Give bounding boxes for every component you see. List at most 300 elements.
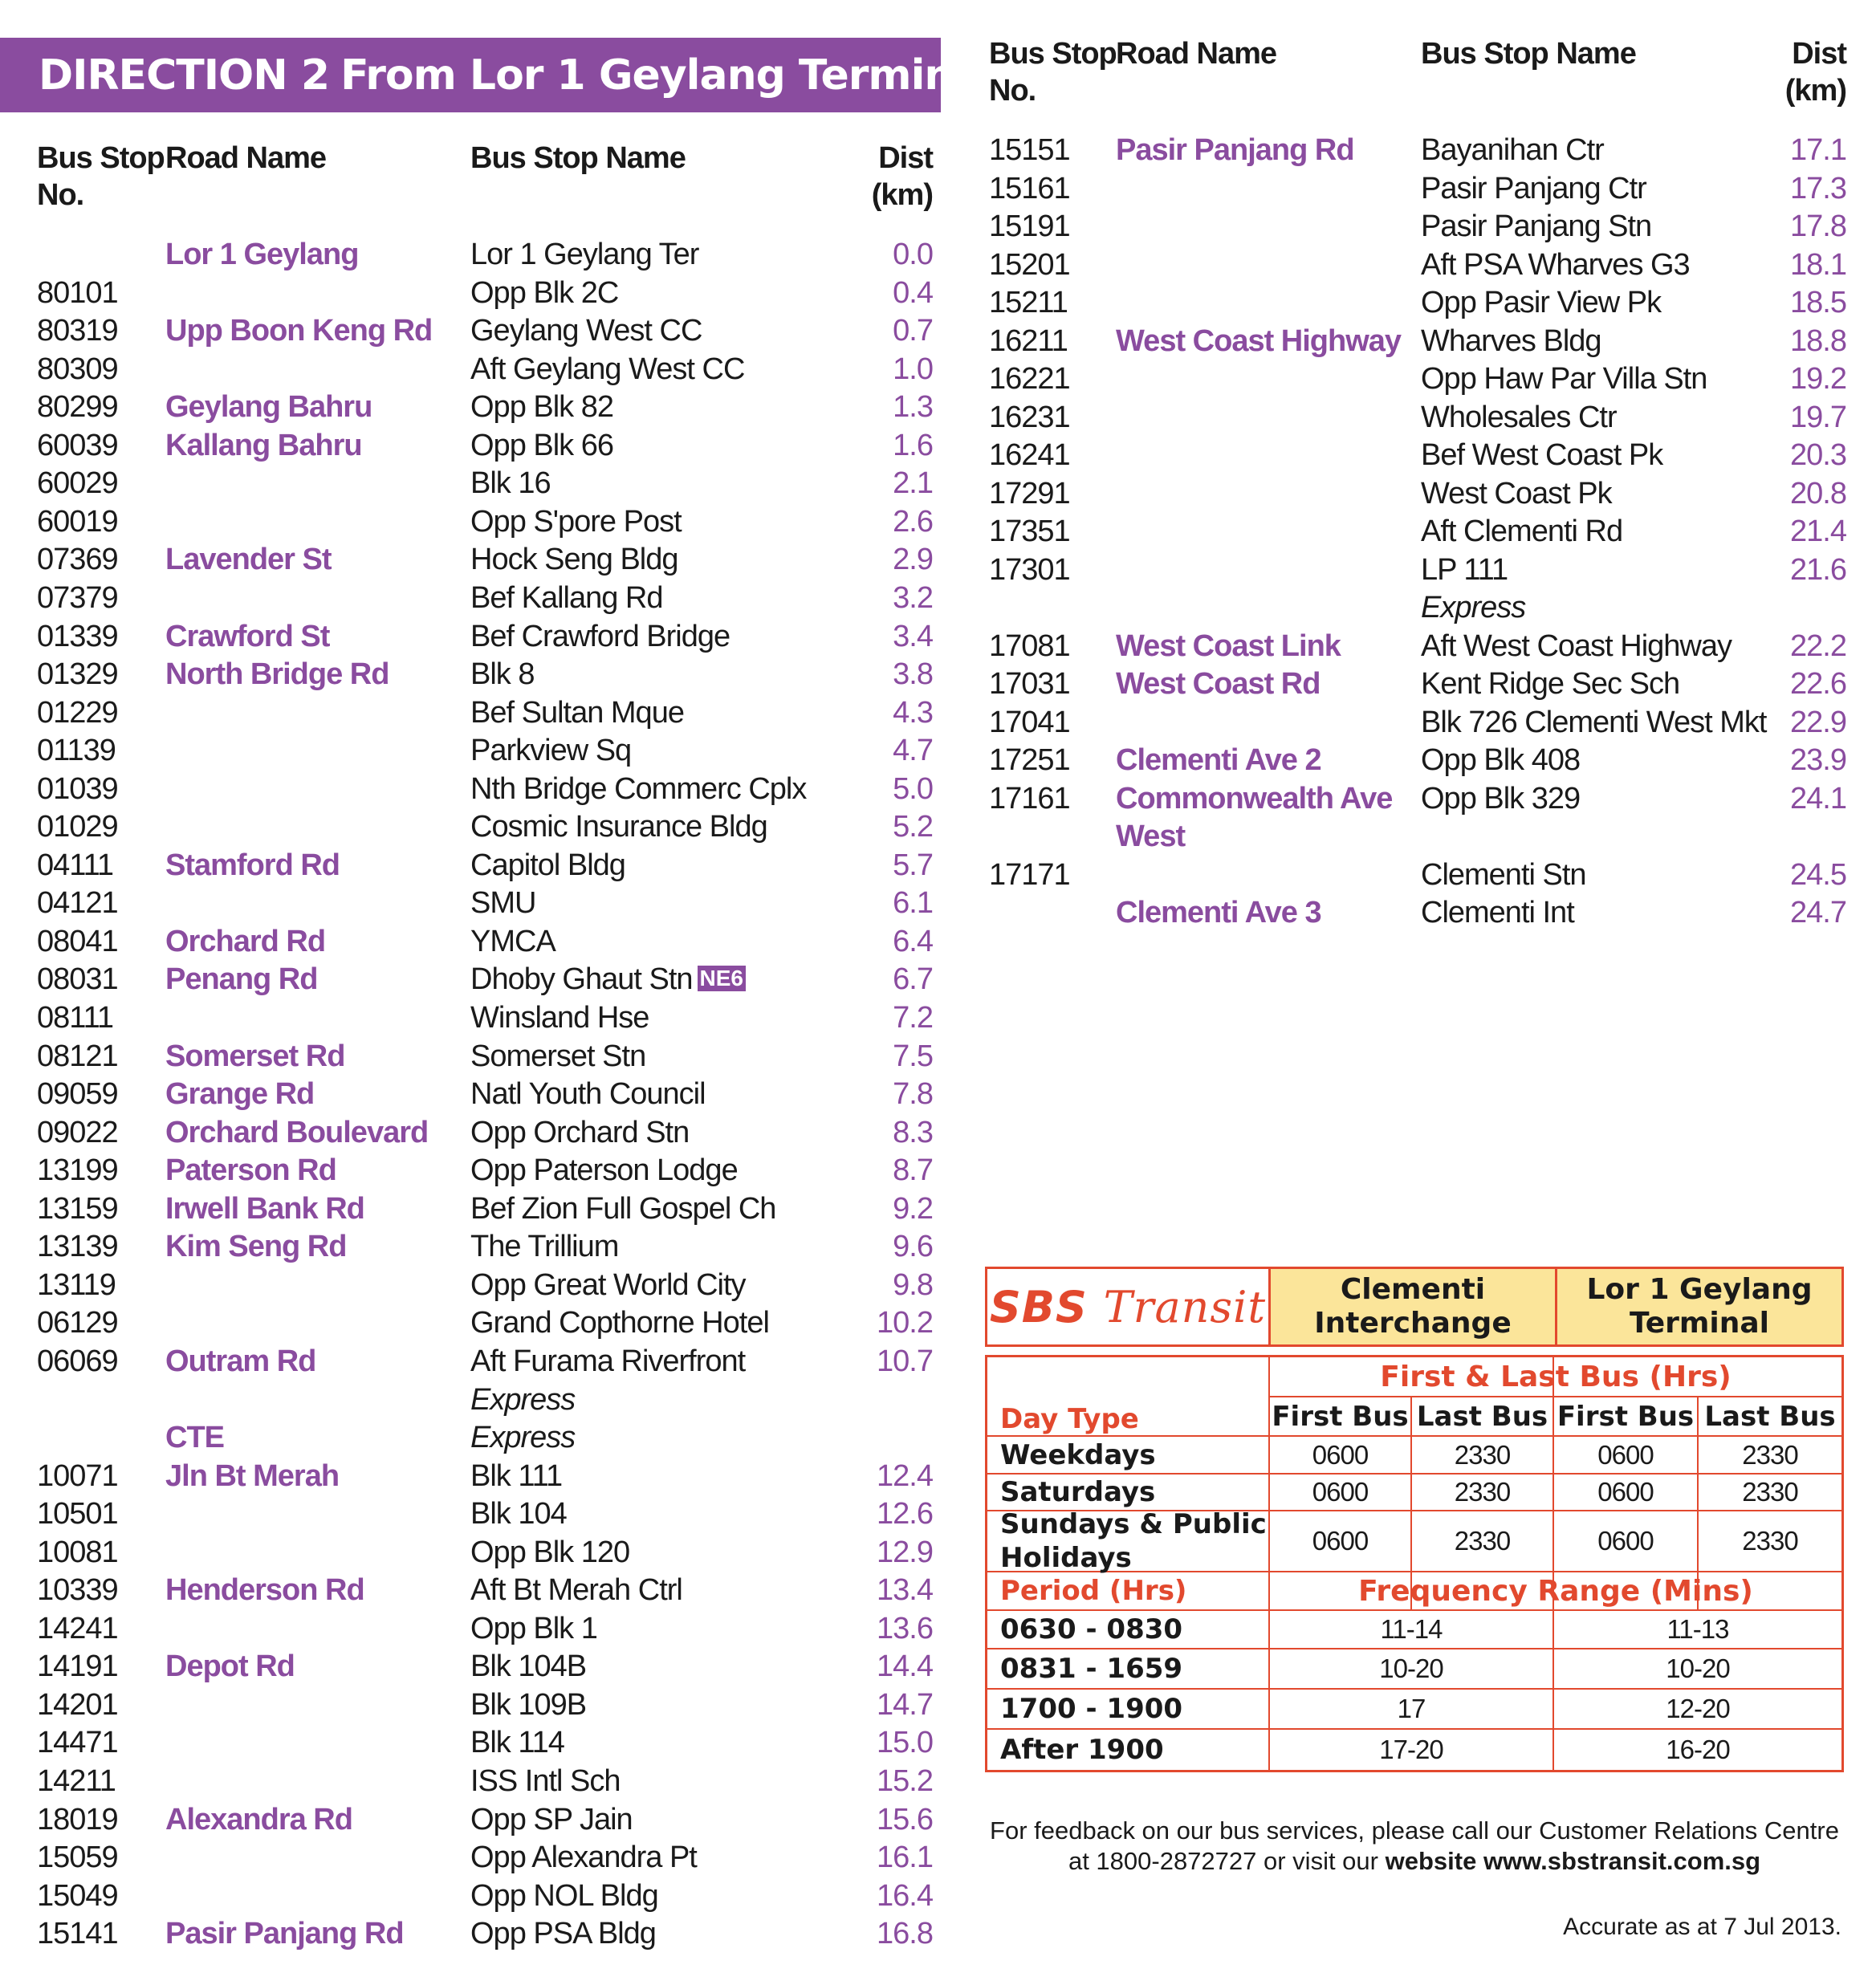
direction-banner	[0, 38, 995, 112]
website-link[interactable]: website www.sbstransit.com.sg	[1385, 1847, 1761, 1875]
route-table-left	[37, 140, 933, 1951]
bus-stop-name: Dhoby Ghaut Stn NE6	[470, 961, 746, 999]
distance-km: 15.0	[877, 1726, 933, 1760]
distance-km: 23.9	[1790, 743, 1846, 777]
table-row	[37, 1686, 933, 1725]
table-row	[989, 551, 1846, 590]
sundays-first-1: 0600	[1312, 1526, 1369, 1556]
bus-stop-number: 60039	[37, 428, 118, 462]
period-3: 1700 - 1900	[1000, 1693, 1183, 1725]
bus-stop-number: 14211	[37, 1764, 116, 1798]
distance-km: 8.3	[893, 1115, 933, 1149]
table-row	[989, 399, 1846, 437]
distance-km: 21.4	[1790, 515, 1846, 548]
bus-stop-number: 01339	[37, 619, 118, 653]
distance-km: 24.7	[1790, 896, 1846, 929]
table-row	[37, 465, 933, 503]
bus-stop-number: 08111	[37, 1001, 114, 1035]
table-row	[37, 541, 933, 580]
terminal-lor1-geylang: Lor 1 Geylang Terminal	[1557, 1267, 1844, 1347]
table-row	[37, 1381, 896, 1420]
bus-stop-name: Somerset Stn	[470, 1039, 646, 1073]
bus-stop-number: 14201	[37, 1687, 118, 1722]
table-row	[989, 780, 1846, 819]
road-name: Lor 1 Geylang	[165, 238, 359, 271]
bus-stop-name: Blk 16	[470, 466, 551, 501]
bus-stop-name: Blk 726 Clementi West Mkt	[1421, 705, 1767, 739]
distance-km: 10.2	[877, 1306, 933, 1340]
table-row	[37, 1076, 933, 1114]
period-4-geylang: 16-20	[1666, 1735, 1730, 1764]
bus-stop-name: Nth Bridge Commerc Cplx	[470, 771, 807, 806]
road-name: CTE	[165, 1421, 224, 1455]
bus-stop-name: Express	[1421, 591, 1526, 624]
period-3-clementi: 17	[1397, 1694, 1426, 1723]
feedback-note: For feedback on our bus services, please call our Customer Relations Centre at 1800-2872727 or visit our website www.sbstransit.com.sg	[990, 1816, 1839, 1875]
distance-km: 12.6	[877, 1497, 933, 1531]
bus-stop-name: Bef Crawford Bridge	[470, 619, 730, 653]
bus-stop-name: Express	[470, 1382, 576, 1417]
bus-stop-name: Wholesales Ctr	[1421, 400, 1617, 434]
bus-stop-name: LP 111	[1421, 552, 1508, 587]
road-name: Henderson Rd	[165, 1573, 364, 1608]
distance-km: 4.7	[893, 734, 933, 768]
bus-stop-name: Opp Blk 120	[470, 1535, 630, 1569]
bus-stop-name: West Coast Pk	[1421, 476, 1612, 510]
table-row	[37, 1038, 933, 1076]
period-1-geylang: 11-13	[1666, 1614, 1729, 1644]
header-distance: Dist (km)	[871, 141, 933, 212]
header-bus-stop-no: Bus Stop No.	[37, 141, 165, 212]
bus-stop-number: 07379	[37, 580, 118, 615]
distance-km: 5.7	[893, 848, 933, 882]
distance-km: 6.1	[893, 886, 933, 921]
bus-stop-number: 10071	[37, 1458, 118, 1493]
bus-stop-name: Opp PSA Bldg	[470, 1917, 656, 1951]
bus-stop-name: SMU	[470, 886, 536, 921]
period-1-clementi: 11-14	[1380, 1614, 1443, 1644]
distance-km: 3.4	[893, 619, 933, 653]
bus-stop-number: 13139	[37, 1230, 118, 1264]
table-row	[989, 475, 1846, 514]
bus-stop-number: 60019	[37, 504, 118, 539]
bus-stop-name: Geylang West CC	[470, 314, 702, 348]
bus-stop-name: Opp Blk 1	[470, 1611, 597, 1645]
table-row	[37, 351, 933, 389]
distance-km: 16.8	[877, 1917, 933, 1951]
table-row	[37, 999, 933, 1038]
table-row	[989, 513, 1846, 551]
table-row	[37, 771, 933, 809]
day-type-label: Day Type	[1000, 1403, 1139, 1435]
day-weekdays: Weekdays	[1000, 1438, 1156, 1471]
bus-stop-number: 04111	[37, 848, 114, 882]
bus-stop-number: 10501	[37, 1497, 118, 1531]
bus-stop-name: Opp Blk 2C	[470, 275, 619, 310]
bus-stop-name: Opp SP Jain	[470, 1802, 633, 1837]
distance-km: 1.6	[893, 428, 933, 462]
table-row	[989, 589, 1841, 628]
bus-stop-name: Bef West Coast Pk	[1421, 438, 1663, 472]
bus-stop-number: 08041	[37, 924, 118, 958]
bus-stop-name: Opp Blk 408	[1421, 743, 1581, 777]
table-row	[37, 1343, 933, 1381]
bus-stop-name: Opp S'pore Post	[470, 504, 682, 539]
accuracy-date: Accurate as at 7 Jul 2013.	[1563, 1914, 1841, 1940]
schedule-header	[985, 1267, 1844, 1347]
road-name: Outram Rd	[165, 1344, 316, 1378]
table-row	[37, 1114, 933, 1153]
bus-stop-number: 15059	[37, 1841, 118, 1875]
bus-stop-name: The Trillium	[470, 1230, 619, 1264]
bus-stop-number: 09059	[37, 1077, 118, 1112]
weekdays-first-2: 0600	[1597, 1439, 1654, 1470]
bus-stop-name: YMCA	[470, 924, 555, 958]
bus-stop-number: 80101	[37, 275, 118, 310]
table-row	[37, 923, 933, 962]
bus-stop-number: 01229	[37, 695, 118, 730]
distance-km: 24.1	[1790, 781, 1846, 816]
distance-km: 24.5	[1790, 857, 1846, 892]
bus-stop-number: 01029	[37, 810, 118, 844]
distance-km: 9.2	[893, 1191, 933, 1226]
road-name: Alexandra Rd	[165, 1802, 352, 1837]
road-name: Lavender St	[165, 543, 332, 577]
road-name: West Coast Highway	[1116, 323, 1402, 358]
bus-stop-number: 01139	[37, 734, 116, 768]
bus-stop-number: 15141	[37, 1917, 118, 1951]
bus-stop-name: ISS Intl Sch	[470, 1764, 621, 1798]
distance-km: 6.4	[893, 924, 933, 958]
bus-stop-number: 14191	[37, 1649, 118, 1684]
distance-km: 21.6	[1790, 552, 1846, 587]
table-row	[37, 1648, 933, 1686]
distance-km: 0.4	[893, 275, 933, 310]
road-name: Commonwealth Ave	[1116, 781, 1393, 816]
bus-stop-number: 17031	[989, 667, 1070, 701]
bus-stop-number: 17081	[989, 628, 1070, 663]
road-name: Depot Rd	[165, 1649, 295, 1684]
table-row	[37, 580, 933, 618]
distance-km: 16.4	[877, 1878, 933, 1913]
period-2-clementi: 10-20	[1379, 1653, 1443, 1683]
distance-km: 14.4	[877, 1649, 933, 1684]
direction-origin: From Lor 1 Geylang Terminal	[340, 51, 995, 100]
distance-km: 18.1	[1790, 247, 1846, 282]
road-name: Stamford Rd	[165, 848, 340, 882]
bus-stop-number: 01039	[37, 771, 118, 806]
header-bus-stop-name: Bus Stop Name	[1421, 37, 1636, 71]
bus-stop-number: 09022	[37, 1115, 118, 1149]
saturdays-first-1: 0600	[1312, 1477, 1369, 1507]
bus-stop-name: Blk 104	[470, 1497, 567, 1531]
sbs-transit-logo: SBS Transit	[985, 1267, 1271, 1347]
bus-stop-name: Opp Blk 66	[470, 428, 613, 462]
bus-stop-name: Clementi Int	[1421, 896, 1574, 929]
distance-km: 2.6	[893, 504, 933, 539]
distance-km: 0.0	[893, 238, 933, 271]
table-row	[989, 704, 1846, 742]
table-row	[37, 427, 933, 466]
table-row	[37, 694, 933, 733]
table-row	[989, 665, 1846, 704]
bus-stop-number: 07369	[37, 543, 118, 577]
table-row	[989, 818, 1841, 856]
header-road-name: Road Name	[1116, 37, 1277, 71]
distance-km: 8.7	[893, 1153, 933, 1188]
table-row	[37, 312, 933, 351]
mrt-station-badge: NE6	[698, 966, 746, 991]
road-name: Jln Bt Merah	[165, 1458, 340, 1493]
road-name: Pasir Panjang Rd	[165, 1917, 404, 1951]
road-name: Geylang Bahru	[165, 390, 372, 425]
period-2-geylang: 10-20	[1666, 1653, 1730, 1683]
bus-stop-name: Opp Orchard Stn	[470, 1115, 690, 1149]
road-name: West Coast Rd	[1116, 667, 1321, 701]
period-4: After 1900	[1000, 1734, 1164, 1766]
distance-km: 15.2	[877, 1764, 933, 1798]
col-first-bus-1: First Bus	[1272, 1400, 1409, 1433]
bus-stop-number: 06129	[37, 1306, 118, 1340]
period-2: 0831 - 1659	[1000, 1653, 1183, 1685]
table-row	[989, 628, 1846, 666]
table-row	[37, 656, 933, 694]
bus-stop-number: 18019	[37, 1802, 118, 1837]
table-row	[989, 170, 1846, 209]
bus-stop-number: 14241	[37, 1611, 118, 1645]
bus-stop-number: 80309	[37, 352, 118, 386]
bus-stop-name: Blk 8	[470, 657, 535, 692]
bus-stop-number: 15211	[989, 286, 1068, 319]
table-row	[37, 1610, 933, 1649]
bus-stop-name: Clementi Stn	[1421, 857, 1586, 892]
road-name: Kallang Bahru	[165, 428, 362, 462]
distance-km: 18.5	[1790, 286, 1846, 319]
table-row	[37, 1915, 933, 1954]
distance-km: 18.8	[1790, 323, 1846, 358]
bus-stop-name: Capitol Bldg	[470, 848, 625, 882]
road-name: West	[1116, 820, 1186, 853]
bus-stop-name: Opp NOL Bldg	[470, 1878, 658, 1913]
table-row	[37, 1877, 933, 1916]
frequency-range-title: Frequency Range (Mins)	[1358, 1574, 1753, 1608]
sundays-first-2: 0600	[1597, 1526, 1654, 1556]
sundays-last-1: 2330	[1454, 1526, 1511, 1556]
distance-km: 22.6	[1790, 667, 1846, 701]
bus-stop-name: Bef Zion Full Gospel Ch	[470, 1191, 776, 1226]
bus-stop-name: Grand Copthorne Hotel	[470, 1306, 769, 1340]
bus-stop-number: 80319	[37, 314, 118, 348]
table-row	[37, 1228, 933, 1267]
schedule-grid	[985, 1355, 1844, 1772]
day-saturdays: Saturdays	[1000, 1476, 1156, 1508]
table-row	[37, 847, 933, 885]
table-row	[37, 1763, 933, 1801]
distance-km: 20.3	[1790, 438, 1846, 472]
bus-stop-name: Blk 111	[470, 1458, 563, 1493]
bus-stop-number: 13199	[37, 1153, 118, 1188]
bus-stop-name: Winsland Hse	[470, 1001, 649, 1035]
table-row	[37, 388, 933, 427]
col-last-bus-2: Last Bus	[1704, 1400, 1836, 1433]
distance-km: 17.1	[1790, 133, 1846, 167]
road-name: Somerset Rd	[165, 1039, 345, 1073]
bus-stop-number: 17171	[989, 857, 1070, 892]
saturdays-first-2: 0600	[1597, 1477, 1654, 1507]
header-bus-stop-name: Bus Stop Name	[470, 141, 686, 175]
bus-stop-name: Express	[470, 1421, 576, 1455]
bus-stop-name: Opp Blk 329	[1421, 781, 1581, 816]
bus-stop-number: 17301	[989, 552, 1070, 587]
distance-km: 1.3	[893, 390, 933, 425]
bus-stop-name: Opp Haw Par Villa Stn	[1421, 362, 1707, 396]
bus-stop-number: 13119	[37, 1267, 116, 1302]
bus-stop-name: Parkview Sq	[470, 734, 632, 768]
table-row	[37, 1495, 933, 1534]
road-name: Pasir Panjang Rd	[1116, 133, 1354, 167]
table-row	[37, 503, 933, 542]
table-row	[989, 360, 1846, 399]
bus-stop-number: 17161	[989, 781, 1070, 816]
bus-stop-name: Aft Furama Riverfront	[470, 1344, 746, 1378]
bus-stop-name: Blk 114	[470, 1726, 564, 1760]
road-name: Paterson Rd	[165, 1153, 336, 1188]
table-row	[37, 1190, 933, 1229]
road-name: Grange Rd	[165, 1077, 315, 1112]
bus-stop-number: 08031	[37, 962, 118, 997]
bus-stop-name: Wharves Bldg	[1421, 323, 1601, 358]
bus-stop-name: Aft Geylang West CC	[470, 352, 745, 386]
table-row	[989, 208, 1846, 246]
table-row	[37, 618, 933, 657]
distance-km: 13.6	[877, 1611, 933, 1645]
distance-km: 3.2	[893, 580, 933, 615]
road-name: West Coast Link	[1116, 628, 1341, 663]
period-4-clementi: 17-20	[1379, 1735, 1443, 1764]
distance-km: 5.0	[893, 771, 933, 806]
bus-stop-number: 60029	[37, 466, 118, 501]
bus-stop-name: Hock Seng Bldg	[470, 543, 678, 577]
table-row	[37, 275, 933, 313]
distance-km: 2.1	[893, 466, 933, 501]
terminal-clementi: Clementi Interchange	[1271, 1267, 1557, 1347]
bus-stop-name: Aft PSA Wharves G3	[1421, 247, 1690, 282]
table-row	[37, 1304, 933, 1343]
direction-label: DIRECTION 2	[39, 51, 330, 100]
bus-stop-number: 10339	[37, 1573, 118, 1608]
distance-km: 16.1	[877, 1841, 933, 1875]
col-first-bus-2: First Bus	[1557, 1400, 1695, 1433]
period-label: Period (Hrs)	[1000, 1575, 1187, 1607]
table-row	[37, 1839, 933, 1877]
route-table-right	[989, 35, 1846, 929]
table-row	[37, 732, 933, 771]
col-last-bus-1: Last Bus	[1416, 1400, 1548, 1433]
distance-km: 9.6	[893, 1230, 933, 1264]
road-name: Penang Rd	[165, 962, 318, 997]
bus-stop-number: 17251	[989, 743, 1070, 777]
saturdays-last-2: 2330	[1742, 1477, 1798, 1507]
table-row	[37, 1458, 933, 1496]
bus-stop-number: 04121	[37, 886, 118, 921]
table-row	[37, 1724, 933, 1763]
road-name: Kim Seng Rd	[165, 1230, 347, 1264]
bus-stop-number: 80299	[37, 390, 118, 425]
distance-km: 13.4	[877, 1573, 933, 1608]
table-row	[37, 1801, 933, 1840]
bus-stop-name: Pasir Panjang Stn	[1421, 209, 1652, 243]
table-row	[37, 808, 933, 847]
bus-stop-number: 15161	[989, 171, 1070, 205]
distance-km: 4.3	[893, 695, 933, 730]
distance-km: 22.2	[1790, 628, 1846, 663]
header-distance: Dist (km)	[1784, 37, 1846, 108]
table-row	[37, 885, 933, 923]
bus-stop-name: Kent Ridge Sec Sch	[1421, 667, 1680, 701]
bus-stop-number: 14471	[37, 1726, 118, 1760]
bus-stop-name: Opp Alexandra Pt	[470, 1841, 697, 1875]
bus-stop-name: Opp Great World City	[470, 1267, 746, 1302]
bus-stop-number: 17291	[989, 476, 1070, 510]
table-row	[37, 1572, 933, 1610]
table-row	[989, 246, 1846, 285]
period-3-geylang: 12-20	[1666, 1694, 1730, 1723]
table-row	[989, 856, 1846, 895]
distance-km: 19.2	[1790, 362, 1846, 396]
bus-stop-name: Lor 1 Geylang Ter	[470, 238, 699, 271]
bus-stop-name: Natl Youth Council	[470, 1077, 706, 1112]
distance-km: 0.7	[893, 314, 933, 348]
table-row	[37, 236, 933, 275]
distance-km: 22.9	[1790, 705, 1846, 739]
weekdays-first-1: 0600	[1312, 1439, 1369, 1470]
bus-stop-name: Opp Blk 82	[470, 390, 613, 425]
distance-km: 14.7	[877, 1687, 933, 1722]
bus-stop-number: 15191	[989, 209, 1070, 243]
period-1: 0630 - 0830	[1000, 1613, 1183, 1645]
day-sundays-holidays: Sundays & Public Holidays	[1000, 1508, 1267, 1574]
table-row	[37, 1419, 896, 1458]
bus-stop-name: Aft Clementi Rd	[1421, 515, 1623, 548]
distance-km: 20.8	[1790, 476, 1846, 510]
bus-stop-name: Blk 109B	[470, 1687, 587, 1722]
distance-km: 12.4	[877, 1458, 933, 1493]
header-bus-stop-no: Bus Stop No.	[989, 37, 1117, 108]
distance-km: 17.8	[1790, 209, 1846, 243]
distance-km: 17.3	[1790, 171, 1846, 205]
road-name: Crawford St	[165, 619, 330, 653]
road-name: Orchard Boulevard	[165, 1115, 429, 1149]
table-row	[989, 437, 1846, 475]
distance-km: 10.7	[877, 1344, 933, 1378]
table-row	[989, 742, 1846, 780]
distance-km: 3.8	[893, 657, 933, 692]
distance-km: 9.8	[893, 1267, 933, 1302]
table-row	[989, 132, 1846, 170]
bus-stop-number: 10081	[37, 1535, 118, 1569]
road-name: Clementi Ave 3	[1116, 896, 1321, 929]
table-row	[37, 1534, 933, 1572]
distance-km: 1.0	[893, 352, 933, 386]
bus-stop-number: 16231	[989, 400, 1070, 434]
bus-stop-number: 15151	[989, 133, 1070, 167]
bus-stop-number: 16221	[989, 362, 1070, 396]
bus-stop-number: 16241	[989, 438, 1070, 472]
table-row	[989, 284, 1846, 323]
table-row	[989, 323, 1846, 361]
bus-stop-number: 15201	[989, 247, 1070, 282]
bus-stop-name: Blk 104B	[470, 1649, 587, 1684]
